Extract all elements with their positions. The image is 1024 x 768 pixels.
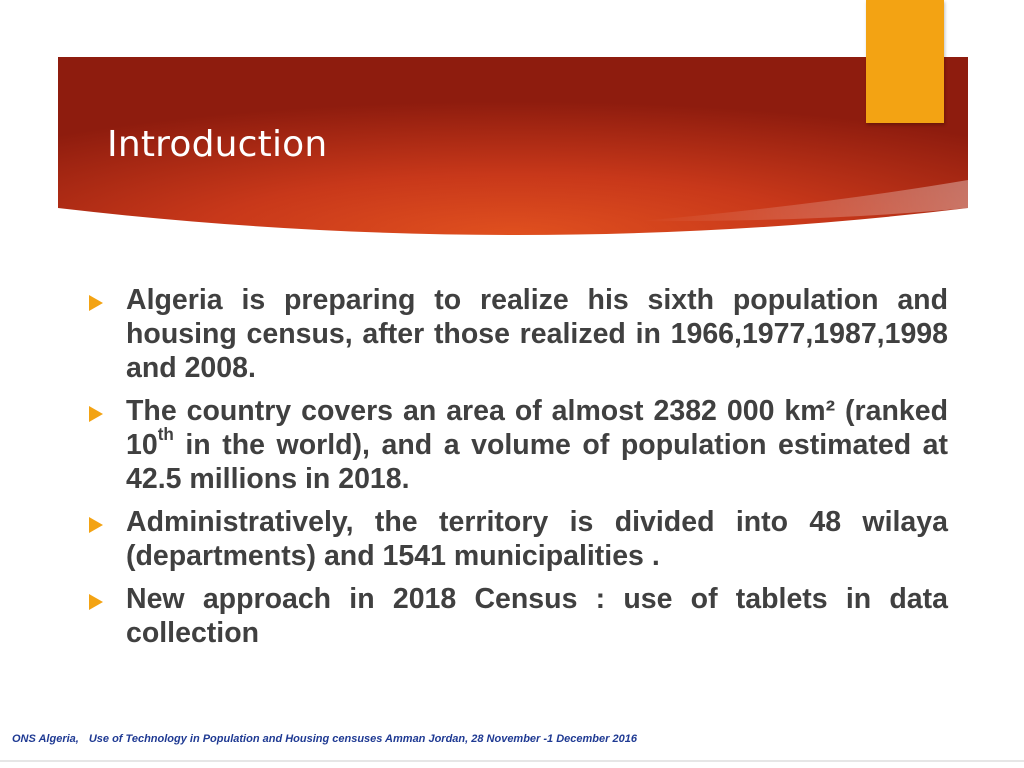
triangle-right-icon	[89, 295, 103, 311]
ordinal-superscript: th	[157, 425, 174, 445]
bullet-item	[86, 505, 948, 573]
triangle-right-icon	[89, 517, 103, 533]
bullet-text: New approach in 2018 Census : use of tablets in data collection	[126, 583, 948, 649]
bullet-text	[126, 394, 948, 496]
bullet-list	[86, 283, 948, 659]
footer	[12, 733, 637, 745]
accent-tab	[866, 0, 944, 123]
triangle-right-icon	[89, 406, 103, 422]
bullet-item	[86, 283, 948, 385]
slide-title: Introduction	[107, 124, 328, 165]
footer-event: Use of Technology in Population and Housing censuses Amman Jordan, 28 November -1 December 2016	[88, 733, 637, 745]
footer-org: ONS Algeria,	[12, 733, 79, 745]
bullet-text-part: The country covers an area of almost 2382 000 km² (ranked 10	[126, 395, 948, 461]
bullet-text-part: in the world), and a volume of population estimated at 42.5 millions in 2018.	[126, 429, 948, 495]
bullet-item	[86, 394, 948, 496]
bullet-text: Administratively, the territory is divided into 48 wilaya (departments) and 1541 municipalities .	[126, 506, 948, 572]
bullet-item	[86, 582, 948, 650]
bottom-divider	[0, 760, 1024, 762]
bullet-text: Algeria is preparing to realize his sixth population and housing census, after those realized in 1966,1977,1987,1998 and 2008.	[126, 284, 948, 384]
triangle-right-icon	[89, 594, 103, 610]
